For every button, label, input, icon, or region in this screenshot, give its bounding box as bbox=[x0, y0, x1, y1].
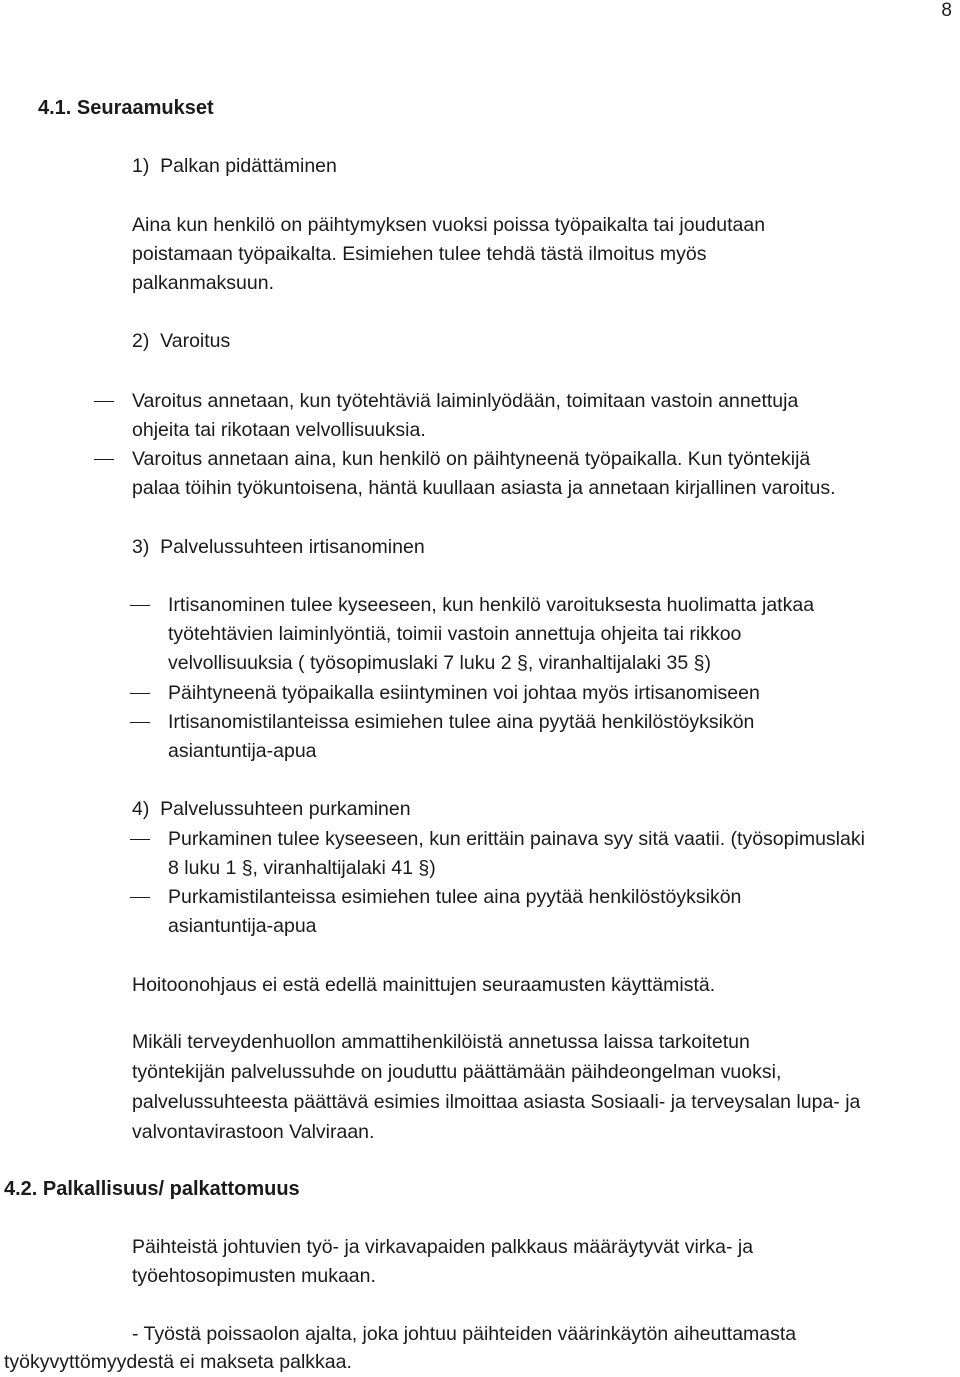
bullet-line: Varoitus annetaan, kun työtehtäviä laiminlyödään, toimitaan vastoin annettuja bbox=[132, 390, 799, 412]
bullet-line: 8 luku 1 §, viranhaltijalaki 41 §) bbox=[168, 857, 436, 879]
paragraph-line: valvontavirastoon Valviraan. bbox=[132, 1121, 375, 1143]
paragraph-line: työntekijän palvelussuhde on jouduttu päättämään päihdeongelman vuoksi, bbox=[132, 1061, 782, 1083]
item-4-title: 4) Palvelussuhteen purkaminen bbox=[132, 798, 411, 820]
paragraph-line: Mikäli terveydenhuollon ammattihenkilöistä annetussa laissa tarkoitetun bbox=[132, 1031, 750, 1053]
bullet-line: Purkamistilanteissa esimiehen tulee aina pyytää henkilöstöyksikön bbox=[168, 886, 742, 908]
bullet-dash-icon bbox=[130, 897, 150, 898]
section-heading-4-2: 4.2. Palkallisuus/ palkattomuus bbox=[4, 1178, 300, 1200]
item-1-line: palkanmaksuun. bbox=[132, 272, 275, 294]
paragraph-line: - Työstä poissaolon ajalta, joka johtuu päihteiden väärinkäytön aiheuttamasta bbox=[132, 1323, 797, 1345]
bullet-dash-icon bbox=[130, 722, 150, 723]
paragraph-line: työehtosopimusten mukaan. bbox=[132, 1265, 376, 1287]
bullet-line: asiantuntija-apua bbox=[168, 915, 317, 937]
bullet-line: Irtisanomistilanteissa esimiehen tulee aina pyytää henkilöstöyksikön bbox=[168, 711, 755, 733]
page-number: 8 bbox=[941, 0, 952, 21]
bullet-dash-icon bbox=[94, 401, 114, 402]
paragraph-line: Päihteistä johtuvien työ- ja virkavapaiden palkkaus määräytyvät virka- ja bbox=[132, 1236, 754, 1258]
bullet-dash-icon bbox=[130, 839, 150, 840]
paragraph: Hoitoonohjaus ei estä edellä mainittujen seuraamusten käyttämistä. bbox=[132, 974, 716, 996]
bullet-line: työtehtävien laiminlyöntiä, toimii vastoin annettuja ohjeita tai rikkoo bbox=[168, 623, 742, 645]
bullet-line: ohjeita tai rikotaan velvollisuuksia. bbox=[132, 419, 426, 441]
bullet-line: velvollisuuksia ( työsopimuslaki 7 luku 2 §, viranhaltijalaki 35 §) bbox=[168, 652, 712, 674]
item-2-title: 2) Varoitus bbox=[132, 330, 231, 352]
item-1-title: 1) Palkan pidättäminen bbox=[132, 155, 337, 177]
bullet-dash-icon bbox=[130, 605, 150, 606]
bullet-line: Päihtyneenä työpaikalla esiintyminen voi johtaa myös irtisanomiseen bbox=[168, 682, 760, 704]
bullet-line: Purkaminen tulee kyseeseen, kun erittäin painava syy sitä vaatii. (työsopimuslaki bbox=[168, 828, 865, 850]
bullet-line: Varoitus annetaan aina, kun henkilö on päihtyneenä työpaikalla. Kun työntekijä bbox=[132, 448, 811, 470]
bullet-line: palaa töihin työkuntoisena, häntä kuullaan asiasta ja annetaan kirjallinen varoitus. bbox=[132, 477, 836, 499]
paragraph-line: palvelussuhteesta päättävä esimies ilmoittaa asiasta Sosiaali- ja terveysalan lupa- ja bbox=[132, 1091, 861, 1113]
bullet-line: asiantuntija-apua bbox=[168, 740, 317, 762]
item-3-title: 3) Palvelussuhteen irtisanominen bbox=[132, 536, 425, 558]
item-1-line: Aina kun henkilö on päihtymyksen vuoksi poissa työpaikalta tai joudutaan bbox=[132, 214, 766, 236]
paragraph-line: työkyvyttömyydestä ei makseta palkkaa. bbox=[4, 1351, 352, 1373]
section-heading-4-1: 4.1. Seuraamukset bbox=[38, 97, 214, 119]
bullet-line: Irtisanominen tulee kyseeseen, kun henkilö varoituksesta huolimatta jatkaa bbox=[168, 594, 815, 616]
item-1-line: poistamaan työpaikalta. Esimiehen tulee tehdä tästä ilmoitus myös bbox=[132, 243, 707, 265]
bullet-dash-icon bbox=[94, 459, 114, 460]
bullet-dash-icon bbox=[130, 693, 150, 694]
